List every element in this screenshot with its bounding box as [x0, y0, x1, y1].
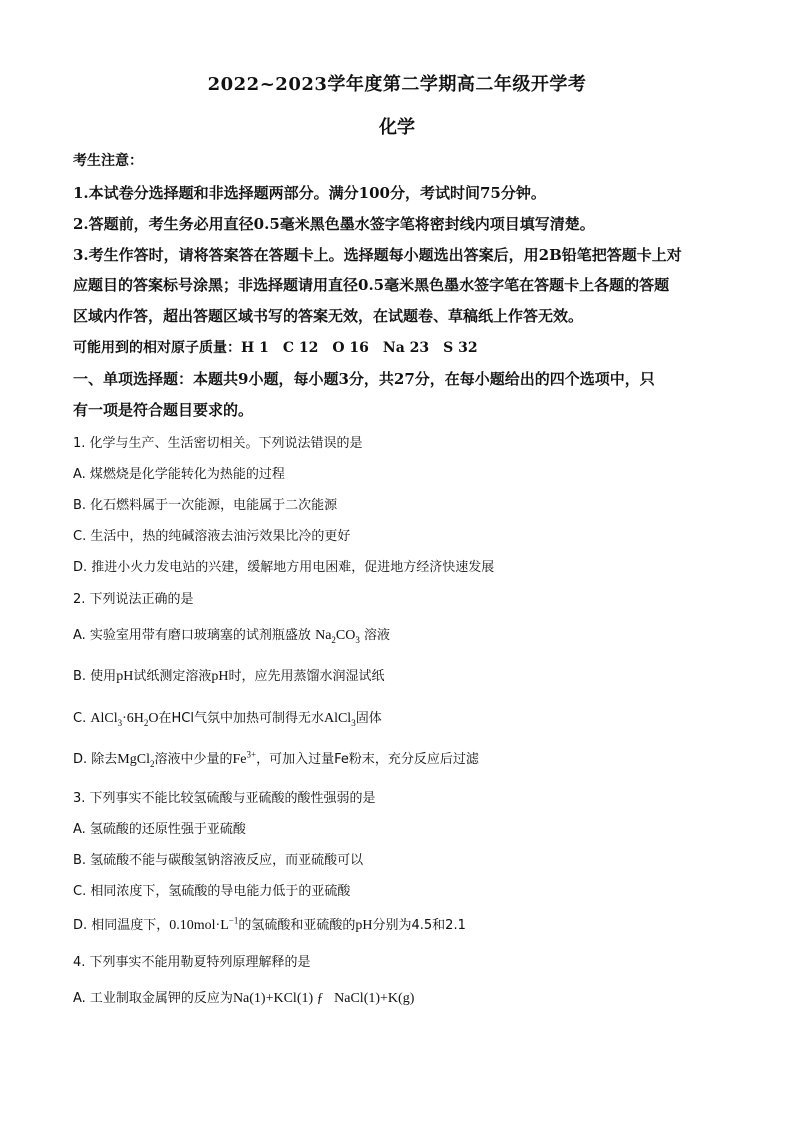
option-b-text: B. 使用 — [73, 669, 117, 684]
formula-subscript: 2 — [149, 758, 155, 769]
option-a-suffix: 溶液 — [364, 628, 391, 643]
question-1-option-c: C. 生活中，热的纯碱溶液去油污效果比冷的更好 — [73, 529, 351, 544]
notice-item-3: 3.考生作答时，请将答案答在答题卡上。选择题每小题选出答案后，用2B铅笔把答题卡上对 — [73, 246, 682, 264]
question-2-stem: 2. 下列说法正确的是 — [73, 592, 194, 607]
question-2-option-b — [73, 665, 384, 685]
notice-heading: 考生注意： — [73, 153, 143, 169]
formula-part: MgCl — [117, 752, 150, 767]
formula-part: O — [148, 711, 159, 726]
subject-title: 化学 — [379, 117, 415, 138]
formula-ph: pH — [116, 669, 134, 684]
question-1-stem: 1. 化学与生产、生活密切相关。下列说法错误的是 — [73, 436, 363, 451]
question-3-option-b: B. 氢硫酸不能与碳酸氢钠溶液反应，而亚硫酸可以 — [73, 853, 364, 868]
formula-alcl3 — [324, 711, 356, 726]
formula-concentration — [169, 915, 239, 933]
formula-superscript: 3+ — [246, 749, 257, 760]
notice-item-3-cont-2: 区域内作答，超出答题区域书写的答案无效，在试题卷、草稿纸上作答无效。 — [73, 307, 584, 325]
option-d-mid: 的氢硫酸和亚硫酸的 — [238, 918, 356, 933]
formula-na2co3 — [315, 628, 360, 643]
option-d-suffix: ，可加入过量Fe粉末，充分反应后过滤 — [256, 752, 479, 767]
reaction-equation: Na(1)+KCl(1) ƒ NaCl(1)+K(g) — [232, 991, 415, 1006]
question-1-option-b: B. 化石燃料属于一次能源，电能属于二次能源 — [73, 498, 338, 513]
formula-fe3 — [232, 749, 257, 767]
question-4-stem: 4. 下列事实不能用勒夏特列原理解释的是 — [73, 955, 311, 970]
formula-subscript: 2 — [143, 717, 149, 728]
option-c-suffix: 固体 — [355, 711, 382, 726]
option-a-text: A. 实验室用带有磨口玻璃塞的试剂瓶盛放 — [73, 628, 311, 643]
option-d-text: D. 除去 — [73, 752, 118, 767]
formula-subscript: 3 — [117, 717, 123, 728]
formula-part: 0.10mol·L — [169, 918, 229, 933]
formula-part: Na — [315, 628, 332, 643]
formula-alcl3-hydrate — [90, 711, 158, 726]
exam-title: 2022~2023学年度第二学期高二年级开学考 — [207, 74, 587, 95]
question-1-option-a: A. 煤燃烧是化学能转化为热能的过程 — [73, 467, 285, 482]
question-3-stem: 3. 下列事实不能比较氢硫酸与亚硫酸的酸性强弱的是 — [73, 791, 376, 806]
section-heading: 一、单项选择题：本题共9小题，每小题3分，共27分，在每小题给出的四个选项中，只 — [73, 370, 655, 388]
question-2-option-d — [73, 748, 479, 769]
section-heading-cont: 有一项是符合题目要求的。 — [73, 401, 254, 419]
question-3-option-c: C. 相同浓度下，氢硫酸的导电能力低于的亚硫酸 — [73, 884, 351, 899]
option-c-label: C. — [73, 711, 87, 726]
formula-subscript: 2 — [331, 634, 336, 645]
question-4-option-a — [73, 987, 414, 1007]
formula-subscript: 3 — [351, 717, 356, 728]
option-b-suffix: 时，应先用蒸馏水润湿试纸 — [228, 669, 385, 684]
option-d-mid: 溶液中少量的 — [154, 752, 233, 767]
option-d-suffix: 分别为4.5和2.1 — [372, 918, 466, 933]
formula-ph: pH — [355, 918, 373, 933]
option-c-mid: 在HCl气氛中加热可制得无水 — [158, 711, 324, 726]
question-2-option-c — [73, 707, 382, 728]
question-3-option-a: A. 氢硫酸的还原性强于亚硫酸 — [73, 822, 246, 837]
formula-mgcl2 — [117, 752, 154, 767]
formula-part: ·6H — [122, 711, 144, 726]
formula-part: AlCl — [323, 711, 352, 726]
question-2-option-a — [73, 624, 390, 645]
formula-part: AlCl — [90, 711, 118, 726]
atomic-mass-line: 可能用到的相对原子质量：H 1 C 12 O 16 Na 23 S 32 — [73, 340, 478, 356]
formula-ph: pH — [211, 669, 229, 684]
notice-item-3-cont-1: 应题目的答案标号涂黑；非选择题请用直径0.5毫米黑色墨水签字笔在答题卡上各题的答题 — [73, 276, 670, 294]
option-b-mid: 试纸测定溶液 — [133, 669, 212, 684]
question-3-option-d — [73, 914, 466, 934]
option-a-text: A. 工业制取金属钾的反应为 — [73, 991, 233, 1006]
formula-part: CO — [335, 628, 356, 643]
formula-part: Fe — [232, 752, 247, 767]
option-d-text: D. 相同温度下， — [73, 918, 170, 933]
notice-item-1: 1.本试卷分选择题和非选择题两部分。满分100分，考试时间75分钟。 — [73, 184, 546, 202]
notice-item-2: 2.答题前，考生务必用直径0.5毫米黑色墨水签字笔将密封线内项目填写清楚。 — [73, 215, 595, 233]
question-1-option-d: D. 推进小火力发电站的兴建，缓解地方用电困难，促进地方经济快速发展 — [73, 560, 495, 575]
formula-superscript: −1 — [228, 915, 239, 926]
formula-subscript: 3 — [355, 634, 360, 645]
